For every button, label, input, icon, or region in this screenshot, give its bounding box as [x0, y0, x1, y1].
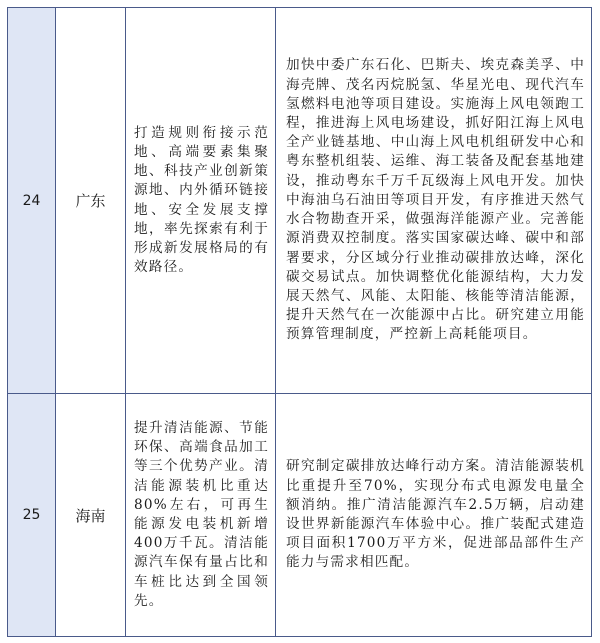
positioning-cell: 提升清洁能源、节能环保、高端食品加工等三个优势产业。清洁能源装机比重达80%左右，可再生能源发电装机新增400万千瓦。清洁能源汽车保有量占比和车桩比达到全国领先。	[126, 394, 276, 637]
table-row	[8, 394, 592, 637]
row-index: 24	[8, 8, 56, 394]
province-cell: 海南	[56, 394, 126, 637]
positioning-cell: 打造规则衔接示范地、高端要素集聚地、科技产业创新策源地、内外循环链接地、安全发展支撑地，率先探索有利于形成新发展格局的有效路径。	[126, 8, 276, 394]
province-cell: 广东	[56, 8, 126, 394]
table-row	[8, 8, 592, 394]
row-index: 25	[8, 394, 56, 637]
measures-cell: 研究制定碳排放达峰行动方案。清洁能源装机比重提升至70%，实现分布式电源发电量全额消纳。推广清洁能源汽车2.5万辆，启动建设世界新能源汽车体验中心。推广装配式建造项目面积1700万平方米，促进部品部件生产能力与需求相匹配。	[276, 394, 592, 637]
measures-cell: 加快中委广东石化、巴斯夫、埃克森美孚、中海壳牌、茂名丙烷脱氢、华星光电、现代汽车氢燃料电池等项目建设。实施海上风电领跑工程，推进海上风电场建设，抓好阳江海上风电全产业链基地、中山海上风电机组研发中心和粤东整机组装、运维、海工装备及配套基地建设，推动粤东千万千瓦级海上风电开发。加快中海油乌石油田等项目开发，有序推进天然气水合物勘查开采，做强海洋能源产业。完善能源消费双控制度。落实国家碳达峰、碳中和部署要求，分区域分行业推动碳排放达峰，深化碳交易试点。加快调整优化能源结构，大力发展天然气、风能、太阳能、核能等清洁能源，提升天然气在一次能源中占比。研究建立用能预算管理制度，严控新上高耗能项目。	[276, 8, 592, 394]
policy-table	[7, 7, 592, 637]
